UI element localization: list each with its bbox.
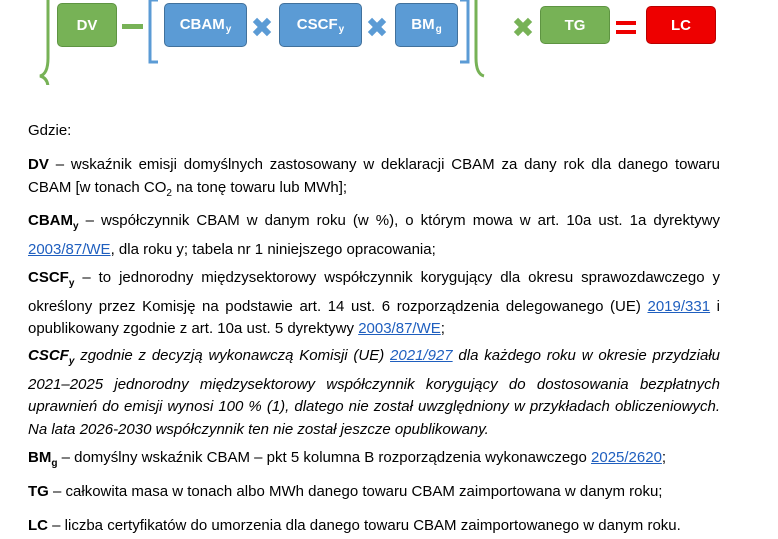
cscf-label: $CSCF_y$ [296, 15, 345, 35]
outer-right-brace [476, 0, 484, 76]
dv-box [57, 3, 117, 47]
formula-diagram [0, 0, 778, 85]
link-2003-87-we[interactable]: 2003/87/WE [358, 320, 441, 337]
equals-sign-top [616, 21, 636, 25]
multiply-icon [248, 13, 276, 41]
cscf-box [279, 3, 362, 47]
inner-left-bracket [150, 0, 158, 62]
gdzie-heading: Gdzie: [28, 122, 72, 139]
tg-box [540, 6, 610, 44]
outer-left-brace [40, 0, 48, 85]
dv-label: DV [76, 16, 98, 34]
def-bm: $BM_g$ – domyślny wskaźnik CBAM – pkt 5 kolumna B rozporządzenia wykonawczego 2025/2620; [28, 449, 667, 469]
link-2021-927[interactable]: 2021/927 [390, 347, 453, 364]
cbam-box [164, 3, 247, 47]
multiply-icon [509, 13, 537, 41]
minus-sign [122, 24, 143, 29]
link-2019-331[interactable]: 2019/331 [647, 297, 711, 315]
def-cscf: $CSCF_y$ – to jednorodny międzysektorowy współczynnik korygujący dla okresu sprawozdawczego y określony przez Komisję na podstawie art. 14 ust. 6 rozporządzenia delegowanego (UE) 2019/331 i opublikowany zgodnie z art. 10a ust. 5 dyrektywy 2003/87/WE; [28, 269, 720, 337]
link-2025-2620[interactable]: 2025/2620 [591, 449, 662, 466]
tg-label: TG [564, 16, 586, 34]
lc-label: LC [671, 16, 691, 34]
equals-sign-bottom [616, 30, 636, 34]
link-2003-87-we[interactable]: 2003/87/WE [28, 240, 111, 258]
lc-box [646, 6, 716, 44]
bm-box [395, 3, 458, 47]
bm-label: $BM_g$ [411, 15, 442, 35]
def-cbam: $CBAM_y$ – współczynnik CBAM w danym roku (w %), o którym mowa w art. 10a ust. 1a dyrektywy 2003/87/WE, dla roku y; tabela nr 1 niniejszego opracowania; [28, 212, 720, 258]
def-cscf-note: $CSCF_y$ zgodnie z decyzją wykonawczą Komisji (UE) 2021/927 dla każdego roku w okresie przydziału 2021–2025 jednorodny międzysektorowy współczynnik korygujący do dostosowania bezpłatnych uprawnień do emisji wynosi 100 % (1), dlatego nie został uwzględniony w przykładach obliczeniowych. Na lata 2026-2030 współczynnik ten nie został jeszcze opublikowany. [28, 347, 720, 438]
inner-right-bracket [460, 0, 468, 62]
multiply-icon [363, 13, 391, 41]
def-dv: DV – wskaźnik emisji domyślnych zastosowany w deklaracji CBAM za dany rok dla danego towaru CBAM [w tonach $CO_2$ na tonę towaru lub MWh]; [28, 156, 720, 199]
def-lc: LC – liczba certyfikatów do umorzenia dla danego towaru CBAM zaimportowanego w danym roku. [28, 517, 681, 534]
def-tg: TG – całkowita masa w tonach albo MWh danego towaru CBAM zaimportowana w danym roku; [28, 483, 663, 500]
cbam-label: $CBAM_y$ [179, 15, 232, 35]
